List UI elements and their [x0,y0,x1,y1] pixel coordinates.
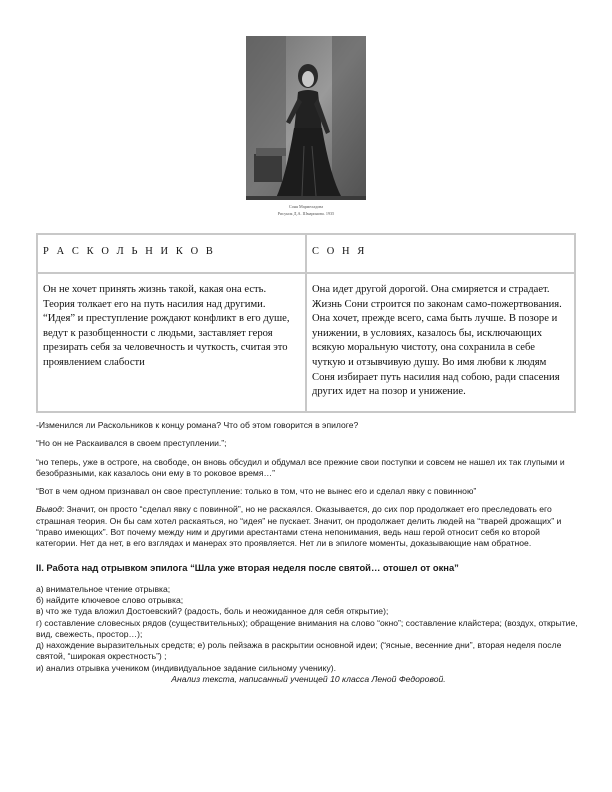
quote-1: “Но он не Раскаивался в своем преступлении.”; [36,438,227,449]
illustration-caption-1: Соня Мармеладова [288,204,324,209]
column-header-raskolnikov: Р А С К О Л Ь Н И К О В [37,234,306,273]
signature: Анализ текста, написанный ученицей 10 класса Леной Федоровой. [171,674,446,685]
conclusion-paragraph [36,504,581,549]
section-title: II. Работа над отрывком эпилога “Шла уже вторая неделя после святой… отошел от окна” [36,561,459,573]
list-item: и) анализ отрывка учеником (индивидуальное задание сильному ученику). [36,662,336,673]
table-header-row [37,234,575,273]
comparison-table [36,233,576,413]
illustration-caption-2: Рисунок Д.А. Шмаринова. 1935 [277,211,335,216]
conclusion-text: : Значит, он просто “сделал явку с повинной”, но не раскаялся. Оказывается, до сих пор продолжает его преследовать его страшная теория. Он бы сам хотел раскаяться, но “идея” не пускает. Значит, он продолжает делить людей на “тварей дрожащих” и “право имеющих”. Вот почему между ним и другими арестантами стена непонимания, ведь наш герой относит себя ко второй категории. Нет да нет, в его взглядах и манерах это проявляется. Нет ли в эпилоге моменты, доказывающие нам обратное. [36,504,562,549]
cell-sonya: Она идет другой дорогой. Она смиряется и страдает. Жизнь Сони строится по законам само-пожертвования. Она хочет, прежде всего, сама быть лучше. В позоре и унижении, в условиях, казалось бы, исключающих всякую моральную чистоту, она сохранила в себе чуткую и отзывчивую душу. Во имя любви к людям Соня избирает путь насилия над собою, ради спасения других идет на позор и унижение. [306,273,575,412]
portrait-illustration [246,36,366,220]
list-item: б) найдите ключевое слово отрывка; [36,594,184,605]
quote-3: “Вот в чем одном признавал он свое преступление: только в том, что не вынес его и сделал явку с повинною” [36,486,477,497]
list-item: д) нахождение выразительных средств; е) роль пейзажа в раскрытии основной идеи; (“ясные, весенние дни”, вторая неделя после святой, “широкая окрестность”) ; [36,640,562,662]
conclusion-label: Вывод [36,504,62,515]
list-item: г) составление словесных рядов (существительных); обращение внимания на слово “окно”; составление клайстера; (воздух, открытие, вид, свежесть, простор…); [36,617,578,639]
cell-raskolnikov: Он не хочет принять жизнь такой, какая она есть. Теория толкает его на путь насилия над другими. “Идея” и преступление рождают конфликт в его душе, ведут к разобщенности с людьми, заставляет героя презирать себя за человечность и чуткость, считая это проявлением слабости [37,273,306,412]
column-header-sonya: С О Н Я [306,234,575,273]
document-body [36,420,581,692]
list-item: а) внимательное чтение отрывка; [36,583,171,594]
quote-2: “но теперь, уже в остроге, на свободе, он вновь обсудил и обдумал все прежние свои поступки и совсем не нашел их так глупыми и безобразными, как казалось они ему в то роковое время…” [36,456,565,478]
list-item: в) что же туда вложил Достоевский? (радость, боль и неожиданное для себя открытие); [36,606,389,617]
portrait-illustration-icon [246,36,366,220]
question-text: -Изменился ли Раскольников к концу романа? Что об этом говорится в эпилоге? [36,420,359,430]
table-row [37,273,575,412]
